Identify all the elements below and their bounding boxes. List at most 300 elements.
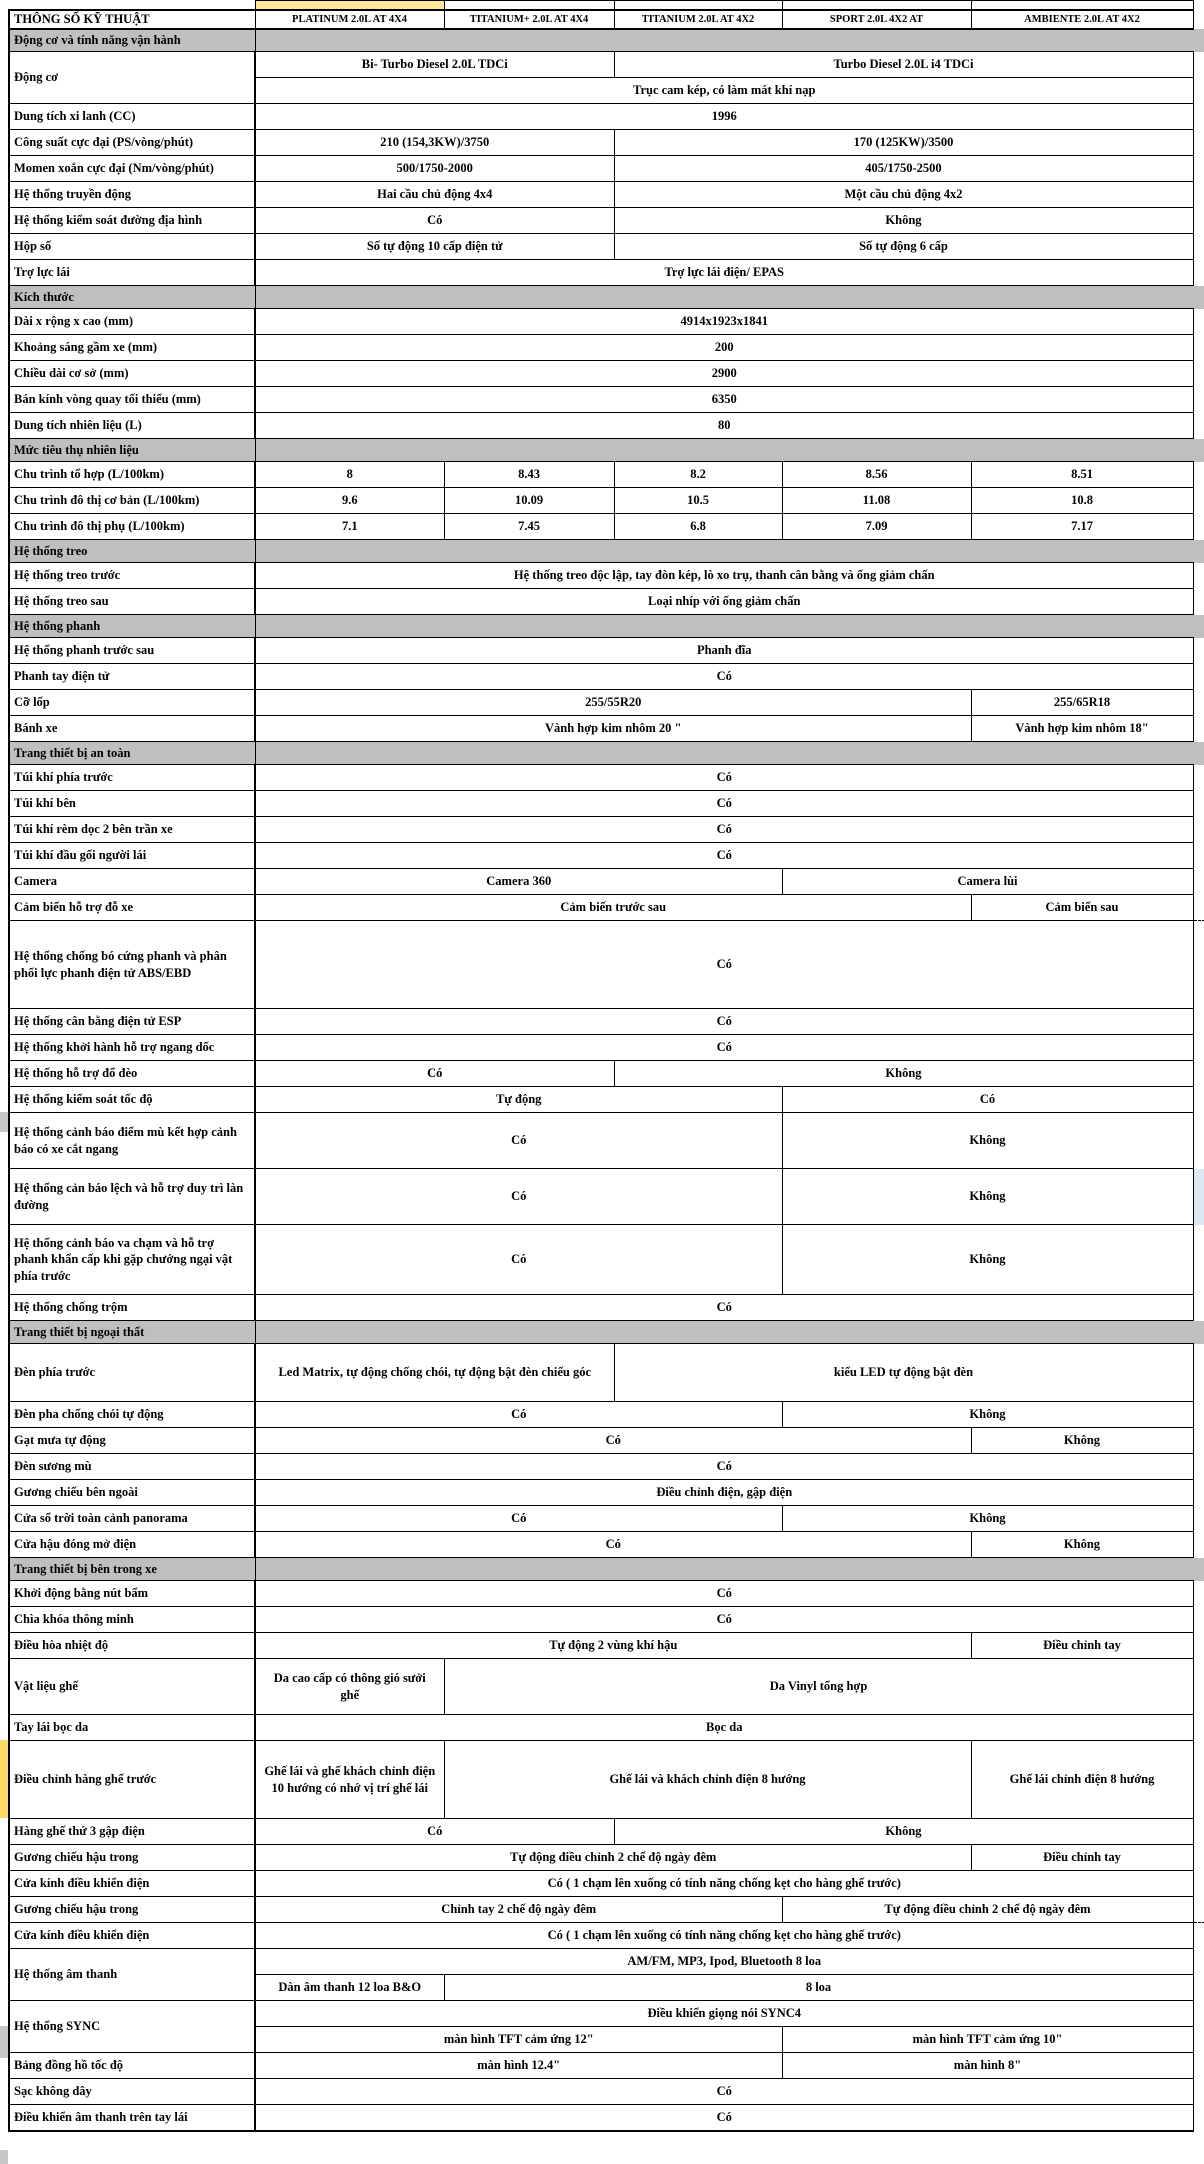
spec-row xyxy=(9,1532,1204,1558)
right-margin-sliver xyxy=(1193,361,1204,387)
right-margin-sliver xyxy=(1193,765,1204,791)
spec-value: Số tự động 6 cấp xyxy=(614,234,1193,260)
spec-value: Tự động xyxy=(255,1087,782,1113)
spec-value: Có xyxy=(255,1113,782,1169)
row-label: Khởi động bằng nút bấm xyxy=(9,1581,255,1607)
section-row xyxy=(9,742,1204,765)
right-margin-sliver xyxy=(1193,260,1204,286)
right-margin-sliver xyxy=(1193,130,1204,156)
right-margin-sliver xyxy=(1193,1715,1204,1741)
spec-row xyxy=(9,791,1204,817)
spec-value: Có xyxy=(255,1581,1193,1607)
spec-value: Hệ thống treo độc lập, tay đòn kép, lò xo trụ, thanh cân bằng và ống giảm chấn xyxy=(255,563,1193,589)
front-seat-row-highlight-marker xyxy=(0,1740,8,1818)
right-margin-sliver xyxy=(1193,182,1204,208)
spec-row xyxy=(9,104,1204,130)
spec-value: 7.1 xyxy=(255,514,444,540)
row-label: Gương chiếu hậu trong xyxy=(9,1897,255,1923)
right-margin-sliver xyxy=(1193,589,1204,615)
row-label: Hệ thống cân bằng điện tử ESP xyxy=(9,1009,255,1035)
spec-value: Bi- Turbo Diesel 2.0L TDCi xyxy=(255,52,614,78)
spec-value: Có xyxy=(255,1009,1193,1035)
spec-row xyxy=(9,1225,1204,1295)
row-label: Hệ thống kiểm soát tốc độ xyxy=(9,1087,255,1113)
top-strip-cell xyxy=(782,1,971,10)
spec-row xyxy=(9,1607,1204,1633)
row-label: Khoảng sáng gầm xe (mm) xyxy=(9,335,255,361)
spec-value: 8.51 xyxy=(971,462,1193,488)
section-row xyxy=(9,286,1204,309)
row-label: Hệ thống cản báo lệch và hỗ trợ duy trì làn đường xyxy=(9,1169,255,1225)
spec-row xyxy=(9,817,1204,843)
spec-table xyxy=(8,0,1204,2132)
right-margin-sliver xyxy=(1193,1633,1204,1659)
row-label: Chu trình tổ hợp (L/100km) xyxy=(9,462,255,488)
spec-row xyxy=(9,1009,1204,1035)
spec-value: Camera 360 xyxy=(255,869,782,895)
spec-row xyxy=(9,921,1204,1009)
right-margin-sliver xyxy=(1193,921,1204,1009)
row-label: Điều hòa nhiệt độ xyxy=(9,1633,255,1659)
spec-value: Có xyxy=(255,664,1193,690)
spec-value: Có xyxy=(255,765,1193,791)
right-margin-sliver xyxy=(1193,413,1204,439)
row-label: Dung tích nhiên liệu (L) xyxy=(9,413,255,439)
row-label: Đèn sương mù xyxy=(9,1454,255,1480)
spec-row xyxy=(9,413,1204,439)
spec-row xyxy=(9,361,1204,387)
section-band xyxy=(255,1558,1193,1581)
spec-value: Một cầu chủ động 4x2 xyxy=(614,182,1193,208)
spec-value: Có xyxy=(255,2105,1193,2131)
spec-row xyxy=(9,309,1204,335)
spec-value: Không xyxy=(782,1506,1193,1532)
spec-value: Không xyxy=(614,1061,1193,1087)
spec-row xyxy=(9,1087,1204,1113)
spec-row xyxy=(9,1659,1204,1715)
spec-value: 6.8 xyxy=(614,514,782,540)
section-row xyxy=(9,29,1204,52)
right-margin-sliver xyxy=(1193,335,1204,361)
spec-row xyxy=(9,2053,1204,2079)
row-label: Cỡ lốp xyxy=(9,690,255,716)
spec-row xyxy=(9,1035,1204,1061)
trim-column-header: AMBIENTE 2.0L AT 4X2 xyxy=(971,10,1193,29)
row-label: Hệ thống truyền động xyxy=(9,182,255,208)
right-margin-sliver xyxy=(1193,1659,1204,1715)
section-label: Trang thiết bị bên trong xe xyxy=(9,1558,255,1581)
right-margin-sliver xyxy=(1193,664,1204,690)
right-margin-sliver xyxy=(1193,1532,1204,1558)
spec-value: Điều chỉnh tay xyxy=(971,1633,1193,1659)
right-margin-sliver xyxy=(1193,2079,1204,2105)
spec-value: Có xyxy=(255,1607,1193,1633)
spec-value: Led Matrix, tự động chống chói, tự động bật đèn chiếu góc xyxy=(255,1344,614,1402)
spec-value: Không xyxy=(782,1113,1193,1169)
spec-row xyxy=(9,1113,1204,1169)
spec-row xyxy=(9,869,1204,895)
right-margin-sliver xyxy=(1193,1819,1204,1845)
row-label: Cửa sổ trời toàn cảnh panorama xyxy=(9,1506,255,1532)
left-margin-grey-fragment xyxy=(0,2150,8,2164)
row-label: Gạt mưa tự động xyxy=(9,1428,255,1454)
section-band xyxy=(255,1321,1193,1344)
right-margin-sliver xyxy=(1193,1506,1204,1532)
row-label: Hệ thống SYNC xyxy=(9,2001,255,2053)
spec-row xyxy=(9,2105,1204,2131)
spec-value: 255/65R18 xyxy=(971,690,1193,716)
spec-row xyxy=(9,664,1204,690)
right-margin-sliver xyxy=(1193,104,1204,130)
spec-value: Trục cam kép, có làm mát khí nạp xyxy=(255,78,1193,104)
spec-row xyxy=(9,1819,1204,1845)
spec-row xyxy=(9,1454,1204,1480)
row-label: Điều chỉnh hàng ghế trước xyxy=(9,1741,255,1819)
spec-row xyxy=(9,514,1204,540)
row-label: Hệ thống khởi hành hỗ trợ ngang dốc xyxy=(9,1035,255,1061)
spec-row xyxy=(9,589,1204,615)
trim-column-header: TITANIUM 2.0L AT 4X2 xyxy=(614,10,782,29)
right-margin-sliver xyxy=(1193,1923,1204,1949)
right-margin-sliver xyxy=(1193,1897,1204,1923)
spec-value: màn hình 8" xyxy=(782,2053,1193,2079)
right-margin-sliver xyxy=(1193,2027,1204,2053)
right-margin-sliver xyxy=(1193,2001,1204,2027)
right-margin-sliver xyxy=(1193,1061,1204,1087)
right-margin-sliver xyxy=(1193,52,1204,78)
right-margin-sliver xyxy=(1193,1741,1204,1819)
row-label: Dung tích xi lanh (CC) xyxy=(9,104,255,130)
row-label: Gương chiếu bên ngoài xyxy=(9,1480,255,1506)
spec-row xyxy=(9,2001,1204,2027)
spec-value: Có xyxy=(255,2079,1193,2105)
right-margin-sliver xyxy=(1193,1949,1204,1975)
spec-value: Tự động điều chỉnh 2 chế độ ngày đêm xyxy=(255,1845,971,1871)
spec-value: Có xyxy=(255,1428,971,1454)
section-row xyxy=(9,540,1204,563)
row-label: Hộp số xyxy=(9,234,255,260)
row-label: Hệ thống chống bó cứng phanh và phân phối lực phanh điện tử ABS/EBD xyxy=(9,921,255,1009)
spec-row xyxy=(9,234,1204,260)
row-label: Hệ thống hỗ trợ đổ đèo xyxy=(9,1061,255,1087)
spec-value: Có xyxy=(782,1087,1193,1113)
spec-row xyxy=(9,1402,1204,1428)
spec-value: Trợ lực lái điện/ EPAS xyxy=(255,260,1193,286)
right-margin-sliver xyxy=(1193,615,1204,638)
spec-value: Có xyxy=(255,1225,782,1295)
right-margin-sliver xyxy=(1193,234,1204,260)
right-margin-sliver xyxy=(1193,309,1204,335)
spec-row xyxy=(9,716,1204,742)
right-margin-sliver xyxy=(1193,1169,1204,1225)
section-label: Trang thiết bị ngoại thất xyxy=(9,1321,255,1344)
spec-value: 500/1750-2000 xyxy=(255,156,614,182)
right-margin-sliver xyxy=(1193,2053,1204,2079)
top-strip-cell xyxy=(971,1,1193,10)
spec-value: Có xyxy=(255,1532,971,1558)
right-margin-sliver xyxy=(1193,387,1204,413)
row-label: Chiều dài cơ sở (mm) xyxy=(9,361,255,387)
spec-value: 255/55R20 xyxy=(255,690,971,716)
spec-row xyxy=(9,130,1204,156)
trim-column-header: PLATINUM 2.0L AT 4X4 xyxy=(255,10,444,29)
spec-value: 8.56 xyxy=(782,462,971,488)
spec-value: Phanh đĩa xyxy=(255,638,1193,664)
spec-row xyxy=(9,1845,1204,1871)
row-label: Cửa hậu đóng mở điện xyxy=(9,1532,255,1558)
spec-value: Da Vinyl tổng hợp xyxy=(444,1659,1193,1715)
spec-row xyxy=(9,156,1204,182)
row-label: Điều khiển âm thanh trên tay lái xyxy=(9,2105,255,2131)
spec-value: Có xyxy=(255,1169,782,1225)
row-label: Hệ thống treo trước xyxy=(9,563,255,589)
spec-row xyxy=(9,1169,1204,1225)
section-band xyxy=(255,29,1193,52)
row-label: Camera xyxy=(9,869,255,895)
spec-value: Không xyxy=(971,1532,1193,1558)
right-margin-sliver xyxy=(1193,29,1204,52)
right-margin-sliver xyxy=(1193,1558,1204,1581)
right-margin-sliver xyxy=(1193,791,1204,817)
spec-value: Không xyxy=(782,1402,1193,1428)
row-label: Túi khí bên xyxy=(9,791,255,817)
section-row xyxy=(9,1558,1204,1581)
spec-row xyxy=(9,1061,1204,1087)
spec-row xyxy=(9,488,1204,514)
right-margin-sliver xyxy=(1193,1607,1204,1633)
right-margin-sliver xyxy=(1193,1113,1204,1169)
right-margin-sliver xyxy=(1193,1454,1204,1480)
spec-value: 200 xyxy=(255,335,1193,361)
spec-row xyxy=(9,260,1204,286)
spec-value: 9.6 xyxy=(255,488,444,514)
spec-value: 7.17 xyxy=(971,514,1193,540)
row-label: Gương chiếu hậu trong xyxy=(9,1845,255,1871)
spec-row xyxy=(9,638,1204,664)
right-margin-sliver xyxy=(1193,1480,1204,1506)
spec-value: kiểu LED tự động bật đèn xyxy=(614,1344,1193,1402)
row-label: Túi khí rèm dọc 2 bên trần xe xyxy=(9,817,255,843)
spec-value: Không xyxy=(614,1819,1193,1845)
spec-value: Có xyxy=(255,1819,614,1845)
row-label: Đèn phía trước xyxy=(9,1344,255,1402)
row-label: Momen xoắn cực đại (Nm/vòng/phút) xyxy=(9,156,255,182)
row-label: Bán kính vòng quay tối thiểu (mm) xyxy=(9,387,255,413)
spec-value: 405/1750-2500 xyxy=(614,156,1193,182)
spec-row xyxy=(9,1480,1204,1506)
spec-value: Ghế lái và khách chỉnh điện 8 hướng xyxy=(444,1741,971,1819)
section-label: Hệ thống treo xyxy=(9,540,255,563)
right-margin-sliver xyxy=(1193,156,1204,182)
spec-row xyxy=(9,563,1204,589)
spec-value: 4914x1923x1841 xyxy=(255,309,1193,335)
right-margin-sliver xyxy=(1193,869,1204,895)
row-label: Chu trình đô thị cơ bản (L/100km) xyxy=(9,488,255,514)
top-strip-corner xyxy=(9,1,255,10)
platinum-column-highlight xyxy=(255,1,444,10)
spec-value: Dàn âm thanh 12 loa B&O xyxy=(255,1975,444,2001)
section-band xyxy=(255,540,1193,563)
spec-value: Loại nhíp với ống giảm chấn xyxy=(255,589,1193,615)
spec-value: 210 (154,3KW)/3750 xyxy=(255,130,614,156)
left-margin-grey-fragment xyxy=(0,1112,8,1132)
section-row xyxy=(9,615,1204,638)
section-row xyxy=(9,439,1204,462)
row-label: Cảm biến hỗ trợ đỗ xe xyxy=(9,895,255,921)
right-margin-sliver xyxy=(1193,78,1204,104)
right-margin-sliver xyxy=(1193,1428,1204,1454)
row-label: Động cơ xyxy=(9,52,255,104)
right-margin-sliver xyxy=(1193,716,1204,742)
spec-row xyxy=(9,1923,1204,1949)
spec-value: Điều chỉnh tay xyxy=(971,1845,1193,1871)
right-margin-sliver xyxy=(1193,1871,1204,1897)
row-label: Hệ thống chống trộm xyxy=(9,1295,255,1321)
spec-value: Ghế lái và ghế khách chỉnh điện 10 hướng có nhớ vị trí ghế lái xyxy=(255,1741,444,1819)
trim-column-header: TITANIUM+ 2.0L AT 4X4 xyxy=(444,10,614,29)
spec-row xyxy=(9,1741,1204,1819)
row-label: Trợ lực lái xyxy=(9,260,255,286)
spec-value: Có xyxy=(255,843,1193,869)
spec-value: Có xyxy=(255,921,1193,1009)
section-label: Động cơ và tính năng vận hành xyxy=(9,29,255,52)
row-label: Cửa kính điều khiển điện xyxy=(9,1923,255,1949)
spec-row xyxy=(9,690,1204,716)
row-label: Hàng ghế thứ 3 gập điện xyxy=(9,1819,255,1845)
spec-value: Có xyxy=(255,817,1193,843)
right-margin-sliver xyxy=(1193,286,1204,309)
spec-row xyxy=(9,1633,1204,1659)
spec-value: 8.43 xyxy=(444,462,614,488)
right-margin-sliver xyxy=(1193,1009,1204,1035)
spec-value: Bọc da xyxy=(255,1715,1193,1741)
spec-value: Có xyxy=(255,208,614,234)
section-band xyxy=(255,286,1193,309)
spec-value: màn hình TFT cảm ứng 10" xyxy=(782,2027,1193,2053)
section-label: Mức tiêu thụ nhiên liệu xyxy=(9,439,255,462)
right-margin-sliver xyxy=(1193,1321,1204,1344)
spec-value: Turbo Diesel 2.0L i4 TDCi xyxy=(614,52,1193,78)
row-label: Hệ thống cảnh báo điểm mù kết hợp cảnh báo có xe cắt ngang xyxy=(9,1113,255,1169)
spec-value: Cảm biến trước sau xyxy=(255,895,971,921)
spec-value: màn hình 12.4" xyxy=(255,2053,782,2079)
row-label: Bánh xe xyxy=(9,716,255,742)
spec-row xyxy=(9,335,1204,361)
spec-value: Có xyxy=(255,1061,614,1087)
row-label: Đèn pha chống chói tự động xyxy=(9,1402,255,1428)
spec-value: Tự động 2 vùng khí hậu xyxy=(255,1633,971,1659)
spec-value: 11.08 xyxy=(782,488,971,514)
section-label: Hệ thống phanh xyxy=(9,615,255,638)
spec-value: Không xyxy=(782,1225,1193,1295)
row-label: Túi khí phía trước xyxy=(9,765,255,791)
spec-value: 10.09 xyxy=(444,488,614,514)
spec-row xyxy=(9,1715,1204,1741)
right-margin-sliver xyxy=(1193,1402,1204,1428)
right-margin-sliver xyxy=(1193,1,1204,10)
spec-value: 2900 xyxy=(255,361,1193,387)
row-label: Công suất cực đại (PS/vòng/phút) xyxy=(9,130,255,156)
row-label: Cửa kính điều khiển điện xyxy=(9,1871,255,1897)
top-strip-cell xyxy=(614,1,782,10)
spec-value: Không xyxy=(971,1428,1193,1454)
row-label: Chu trình đô thị phụ (L/100km) xyxy=(9,514,255,540)
spec-row xyxy=(9,208,1204,234)
left-margin-grey-fragment xyxy=(0,2026,8,2058)
spec-value: 170 (125KW)/3500 xyxy=(614,130,1193,156)
right-margin-sliver xyxy=(1193,488,1204,514)
right-margin-sliver xyxy=(1193,1344,1204,1402)
spec-row xyxy=(9,2079,1204,2105)
spec-value: Không xyxy=(782,1169,1193,1225)
section-row xyxy=(9,1321,1204,1344)
spec-row xyxy=(9,765,1204,791)
spec-value: Cảm biến sau xyxy=(971,895,1193,921)
right-margin-sliver xyxy=(1193,563,1204,589)
spec-value: 7.09 xyxy=(782,514,971,540)
spec-value: 8 xyxy=(255,462,444,488)
section-band xyxy=(255,439,1193,462)
section-label: Kích thước xyxy=(9,286,255,309)
spec-row xyxy=(9,182,1204,208)
right-margin-sliver xyxy=(1193,439,1204,462)
spec-row xyxy=(9,895,1204,921)
row-label: Hệ thống phanh trước sau xyxy=(9,638,255,664)
spec-value: Hai cầu chủ động 4x4 xyxy=(255,182,614,208)
spec-value: Có ( 1 chạm lên xuống có tính năng chống kẹt cho hàng ghế trước) xyxy=(255,1923,1193,1949)
row-label: Dài x rộng x cao (mm) xyxy=(9,309,255,335)
row-label: Bảng đồng hồ tốc độ xyxy=(9,2053,255,2079)
trim-column-header: SPORT 2.0L 4X2 AT xyxy=(782,10,971,29)
spec-value: Có xyxy=(255,1454,1193,1480)
row-label: Phanh tay điện tử xyxy=(9,664,255,690)
spec-row xyxy=(9,1506,1204,1532)
right-margin-sliver xyxy=(1193,1035,1204,1061)
spec-value: Chỉnh tay 2 chế độ ngày đêm xyxy=(255,1897,782,1923)
spec-value: Vành hợp kim nhôm 18" xyxy=(971,716,1193,742)
right-margin-sliver xyxy=(1193,817,1204,843)
right-margin-sliver xyxy=(1193,638,1204,664)
spec-value: Không xyxy=(614,208,1193,234)
spec-value: Điều chỉnh điện, gập điện xyxy=(255,1480,1193,1506)
row-label: Sạc không dây xyxy=(9,2079,255,2105)
top-strip-row xyxy=(9,1,1204,10)
right-margin-sliver xyxy=(1193,1295,1204,1321)
right-margin-sliver xyxy=(1193,540,1204,563)
spec-value: 6350 xyxy=(255,387,1193,413)
spec-value: 7.45 xyxy=(444,514,614,540)
right-margin-sliver xyxy=(1193,2105,1204,2131)
spec-value: Camera lùi xyxy=(782,869,1193,895)
spec-value: 80 xyxy=(255,413,1193,439)
spec-row xyxy=(9,387,1204,413)
spec-value: Số tự động 10 cấp điện tử xyxy=(255,234,614,260)
right-margin-sliver xyxy=(1193,1225,1204,1295)
right-margin-sliver xyxy=(1193,514,1204,540)
row-label: Vật liệu ghế xyxy=(9,1659,255,1715)
row-label: Tay lái bọc da xyxy=(9,1715,255,1741)
spec-row xyxy=(9,843,1204,869)
row-label: Túi khí đầu gối người lái xyxy=(9,843,255,869)
right-margin-sliver xyxy=(1193,843,1204,869)
spec-value: Ghế lái chỉnh điện 8 hướng xyxy=(971,1741,1193,1819)
spec-value: Có xyxy=(255,791,1193,817)
spec-value: AM/FM, MP3, Ipod, Bluetooth 8 loa xyxy=(255,1949,1193,1975)
right-margin-sliver xyxy=(1193,690,1204,716)
spec-value: 1996 xyxy=(255,104,1193,130)
section-label: Trang thiết bị an toàn xyxy=(9,742,255,765)
right-margin-sliver xyxy=(1193,895,1204,921)
